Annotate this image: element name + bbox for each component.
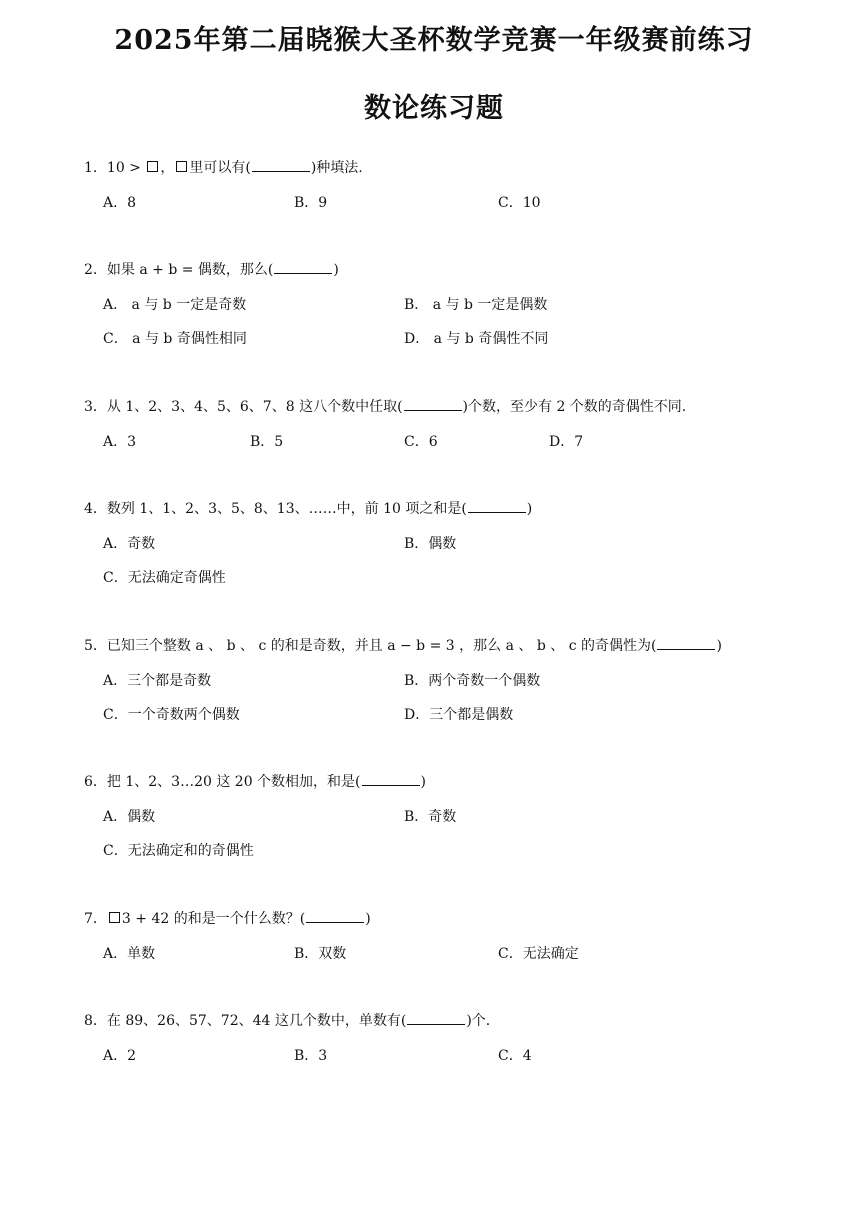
option-c[interactable]: C．无法确定和的奇偶性 — [103, 843, 254, 859]
option-a[interactable]: A．单数 — [103, 946, 156, 962]
option-c[interactable]: C． a 与 b 奇偶性相同 — [103, 331, 247, 347]
option-b[interactable]: B．5 — [250, 434, 284, 450]
option-a[interactable]: A．三个都是奇数 — [103, 673, 212, 689]
option-b[interactable]: B．9 — [294, 195, 328, 211]
answer-blank[interactable] — [404, 399, 462, 411]
option-b[interactable]: B．双数 — [294, 946, 347, 962]
option-a[interactable]: A．2 — [103, 1048, 137, 1064]
empty-box-icon — [176, 161, 187, 172]
stem-text: ) — [365, 911, 371, 927]
option-b[interactable]: B．两个奇数一个偶数 — [404, 673, 541, 689]
stem-text: 3 + 42 的和是一个什么数？( — [121, 911, 306, 927]
option-a[interactable]: A． a 与 b 一定是奇数 — [103, 297, 247, 313]
option-c[interactable]: C．6 — [404, 434, 438, 450]
page-subtitle: 数论练习题 — [364, 93, 504, 124]
option-a[interactable]: A．3 — [103, 434, 137, 450]
question-stem — [84, 498, 532, 518]
option-c[interactable]: C．一个奇数两个偶数 — [103, 707, 240, 723]
stem-text: 5．已知三个整数 a 、 b 、 c 的和是奇数，并且 a − b = 3 ，那么 a 、 b 、 c 的奇偶性为( — [84, 638, 657, 654]
stem-text: 1．10 > — [84, 160, 146, 176]
question-stem — [84, 259, 339, 279]
option-c[interactable]: C．10 — [498, 195, 541, 211]
answer-blank[interactable] — [252, 160, 310, 172]
question-stem — [84, 157, 363, 177]
answer-blank[interactable] — [407, 1013, 465, 1025]
stem-text: )个. — [466, 1013, 491, 1029]
option-a[interactable]: A．偶数 — [103, 809, 156, 825]
answer-blank[interactable] — [657, 638, 715, 650]
option-b[interactable]: B． a 与 b 一定是偶数 — [404, 297, 548, 313]
stem-text: ) — [420, 774, 426, 790]
empty-box-icon — [109, 912, 120, 923]
answer-blank[interactable] — [306, 911, 364, 923]
stem-text: ) — [716, 638, 722, 654]
stem-text: ， — [160, 160, 175, 176]
option-d[interactable]: D． a 与 b 奇偶性不同 — [404, 331, 549, 347]
option-c[interactable]: C．无法确定奇偶性 — [103, 570, 226, 586]
answer-blank[interactable] — [362, 774, 420, 786]
stem-text: 2．如果 a + b = 偶数，那么( — [84, 262, 274, 278]
answer-blank[interactable] — [468, 501, 526, 513]
question-stem — [84, 771, 426, 791]
question-stem — [84, 1010, 490, 1030]
stem-text: 7． — [84, 911, 107, 927]
stem-text: )种填法. — [310, 160, 363, 176]
option-a[interactable]: A．8 — [103, 195, 137, 211]
stem-text: ) — [333, 262, 339, 278]
question-stem — [84, 396, 686, 416]
answer-blank[interactable] — [274, 262, 332, 274]
stem-text: 3．从 1、2、3、4、5、6、7、8 这八个数中任取( — [84, 399, 403, 415]
option-b[interactable]: B．偶数 — [404, 536, 457, 552]
page-title: 2025年第二届晓猴大圣杯数学竞赛一年级赛前练习 — [114, 25, 754, 56]
stem-text: 6．把 1、2、3…20 这 20 个数相加，和是( — [84, 774, 361, 790]
option-b[interactable]: B．3 — [294, 1048, 328, 1064]
option-c[interactable]: C．4 — [498, 1048, 532, 1064]
question-stem — [84, 635, 722, 655]
option-d[interactable]: D．三个都是偶数 — [404, 707, 514, 723]
option-a[interactable]: A．奇数 — [103, 536, 156, 552]
stem-text: ) — [526, 501, 533, 517]
question-stem — [84, 908, 371, 928]
option-c[interactable]: C．无法确定 — [498, 946, 579, 962]
option-d[interactable]: D．7 — [549, 434, 584, 450]
stem-text: 8．在 89、26、57、72、44 这几个数中，单数有( — [84, 1013, 407, 1029]
stem-text: 4．数列 1、1、2、3、5、8、13、……中，前 10 项之和是( — [84, 501, 467, 517]
stem-text: )个数，至少有 2 个数的奇偶性不同. — [462, 399, 687, 415]
option-b[interactable]: B．奇数 — [404, 809, 457, 825]
empty-box-icon — [147, 161, 158, 172]
stem-text: 里可以有( — [189, 160, 251, 176]
